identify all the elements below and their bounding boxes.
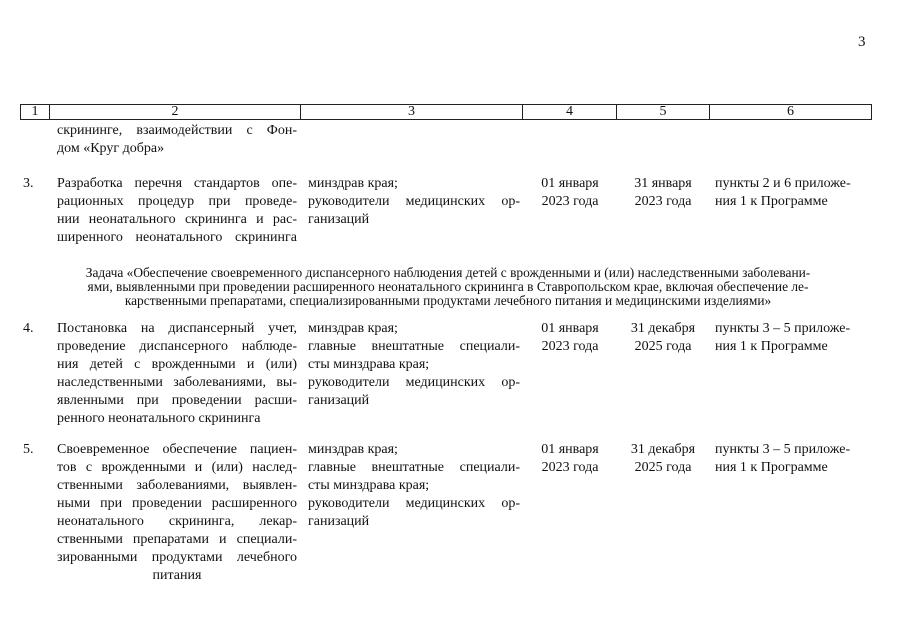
reference-line: ния 1 к Программе <box>715 194 828 209</box>
responsible-line: минздрав края; <box>308 321 398 336</box>
column-header-1: 1 <box>21 105 50 119</box>
responsible-line: ганизаций <box>308 393 370 408</box>
end-date-line: 31 января <box>634 176 692 191</box>
responsible-line: сты минздрава края; <box>308 478 430 493</box>
responsible-line: минздрав края; <box>308 176 398 191</box>
action-line: зированными продуктами лечебного <box>57 550 297 565</box>
row-number: 3. <box>23 176 34 191</box>
column-header-row <box>20 104 872 120</box>
task-line: Задача «Обеспечение своевременного диспансерного наблюдения детей с врожденными и (или) наследственными заболевани- <box>85 265 811 280</box>
action-line: явленными при проведении расши- <box>57 393 297 408</box>
end-date-line: 2025 года <box>634 339 692 354</box>
action-line: тов с врожденными и (или) наслед- <box>57 460 297 475</box>
reference-cell <box>715 175 870 211</box>
responsible-line: главные внештатные специали- <box>308 339 520 354</box>
page-number: 3 <box>858 34 866 50</box>
reference-cell <box>715 320 870 356</box>
action-cell <box>57 175 297 247</box>
end-date-cell <box>617 441 709 477</box>
end-date-line: 31 декабря <box>630 321 696 336</box>
reference-line: ния 1 к Программе <box>715 339 828 354</box>
action-line: наследственными заболеваниями, вы- <box>57 375 297 390</box>
responsible-line: ганизаций <box>308 212 370 227</box>
action-line: ными при проведении расширенного <box>57 496 297 511</box>
end-date-cell <box>617 320 709 356</box>
responsible-cell <box>308 441 520 531</box>
action-line: Постановка на диспансерный учет, <box>57 321 297 336</box>
column-header-2: 2 <box>50 105 301 119</box>
column-header-5: 5 <box>617 105 710 119</box>
reference-line: пункты 3 – 5 приложе- <box>715 321 851 336</box>
end-date-line: 2023 года <box>634 194 692 209</box>
end-date-cell <box>617 175 709 211</box>
responsible-line: минздрав края; <box>308 442 398 457</box>
action-line: ренного неонатального скрининга <box>57 411 261 426</box>
continuation-text <box>57 122 297 158</box>
reference-line: пункты 2 и 6 приложе- <box>715 176 851 191</box>
action-line: неонатального скрининга, лекар- <box>57 514 297 529</box>
responsible-line: руководители медицинских ор- <box>308 194 520 209</box>
responsible-line: ганизаций <box>308 514 370 529</box>
task-line: карственными препаратами, специализированными продуктами лечебного питания и медицинскими изделиями» <box>124 293 772 308</box>
start-date-line: 2023 года <box>541 339 599 354</box>
column-header-6: 6 <box>787 104 794 119</box>
action-line: проведение диспансерного наблюде- <box>57 339 297 354</box>
start-date-line: 2023 года <box>541 460 599 475</box>
column-header-4: 4 <box>523 105 617 119</box>
action-line: ственными препаратами и специали- <box>57 532 297 547</box>
column-header-3: 3 <box>301 105 523 119</box>
task-heading <box>28 266 868 308</box>
start-date-cell <box>524 441 616 477</box>
end-date-line: 31 декабря <box>630 442 696 457</box>
end-date-line: 2025 года <box>634 460 692 475</box>
responsible-line: главные внештатные специали- <box>308 460 520 475</box>
action-line: рационных процедур при проведе- <box>57 194 297 209</box>
start-date-cell <box>524 320 616 356</box>
start-date-line: 2023 года <box>541 194 599 209</box>
task-line: ями, выявленными при проведении расширенного неонатального скрининга в Ставропольском крае, включая обеспечение ле- <box>87 279 809 294</box>
row-number: 5. <box>23 442 34 457</box>
action-line: нии неонатального скрининга и рас- <box>57 212 297 227</box>
continuation-line: дом «Круг добра» <box>57 141 165 156</box>
reference-line: ния 1 к Программе <box>715 460 828 475</box>
responsible-line: руководители медицинских ор- <box>308 375 520 390</box>
start-date-line: 01 января <box>541 321 599 336</box>
start-date-cell <box>524 175 616 211</box>
action-cell <box>57 320 297 428</box>
continuation-line: скрининге, взаимодействии с Фон- <box>57 123 297 138</box>
action-line: ния детей с врожденными и (или) <box>57 357 297 372</box>
action-line: питания <box>152 568 202 583</box>
responsible-line: руководители медицинских ор- <box>308 496 520 511</box>
action-line: Разработка перечня стандартов опе- <box>57 176 297 191</box>
start-date-line: 01 января <box>541 176 599 191</box>
action-cell <box>57 441 297 585</box>
responsible-cell <box>308 320 520 410</box>
action-line: ственными заболеваниями, выявлен- <box>57 478 297 493</box>
start-date-line: 01 января <box>541 442 599 457</box>
row-number: 4. <box>23 321 34 336</box>
action-line: Своевременное обеспечение пациен- <box>57 442 297 457</box>
action-line: ширенного неонатального скрининга <box>57 230 297 245</box>
responsible-line: сты минздрава края; <box>308 357 430 372</box>
responsible-cell <box>308 175 520 229</box>
reference-cell <box>715 441 870 477</box>
reference-line: пункты 3 – 5 приложе- <box>715 442 851 457</box>
